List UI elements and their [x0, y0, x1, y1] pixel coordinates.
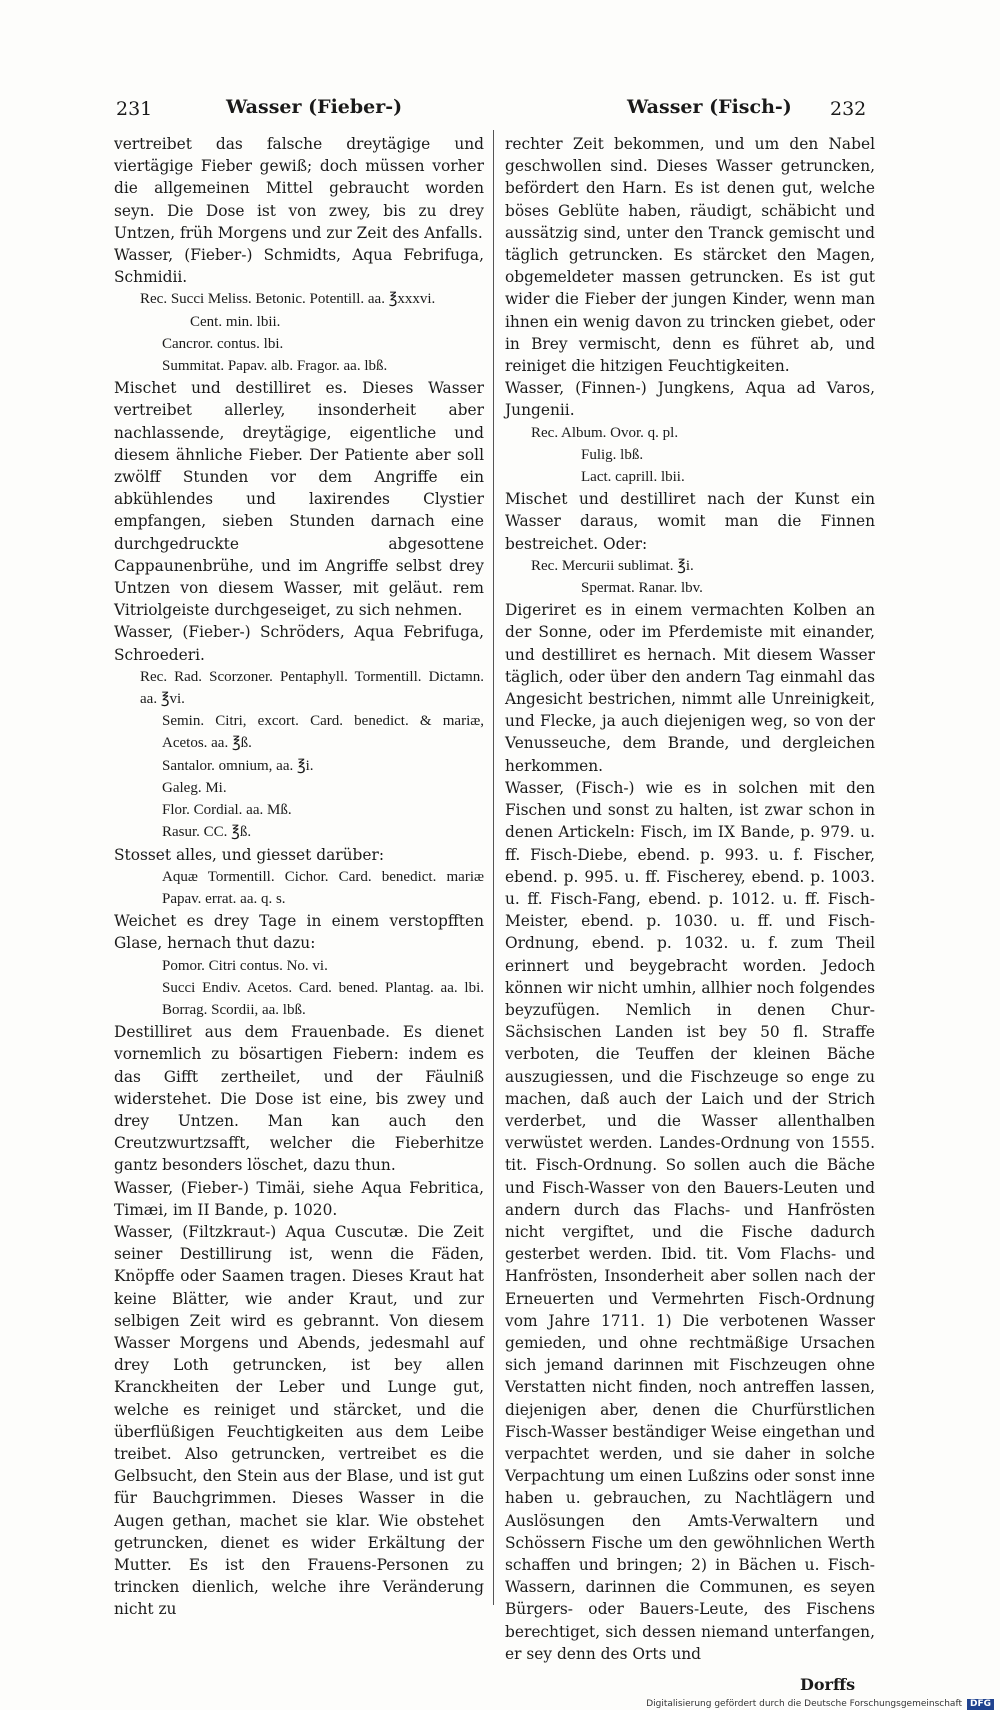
running-head-left: Wasser (Fieber-): [226, 96, 403, 118]
funding-credit: Digitalisierung gefördert durch die Deutsche Forschungsgemeinschaft: [646, 1699, 962, 1709]
digitization-footer: [0, 1699, 1000, 1710]
recipe-line: Spermat. Ranar. lbv.: [581, 580, 703, 597]
paragraph: rechter Zeit bekommen, und um den Nabel geschwollen sind. Dieses Wasser getruncken, befördert den Harn. Es ist denen gut, welche böses Geblüte haben, räudigt, schäbicht und aussätzig sind, unter den Tranck gemischt und täglich getruncken. Es stärcket den Magen, obgemeldeter massen getruncken. Es ist gut wider die Fieber der jungen Kinder, wenn man ihnen ein wenig davon zu trincken giebet, oder in Brey vermischt, denn es führet ab, und reiniget die hitzigen Feuchtigkeiten.: [505, 135, 875, 376]
recipe-line: Flor. Cordial. aa. Mß.: [162, 802, 292, 819]
right-text-column: [505, 133, 875, 1665]
recipe-line: Galeg. Mi.: [162, 779, 227, 796]
recipe-line: Santalor. omnium, aa. ℥i.: [162, 757, 314, 774]
paragraph: Wasser, (Fieber-) Schröders, Aqua Febrifuga, Schroederi.: [114, 623, 484, 664]
paragraph: Wasser, (Filtzkraut-) Aqua Cuscutæ. Die Zeit seiner Destillirung ist, wenn die Fäden, Knöpffe oder Saamen tragen. Dieses Kraut hat keine Blätter, wie ander Kraut, und zur selbigen Zeit wird es gebrannt. Von diesem Wasser Morgens und Abends, jedesmahl auf drey Loth getruncken, ist bey allen Kranckheiten der Leber und Lunge gut, welche es reiniget und stärcket, und die überflüßigen Feuchtigkeiten aus dem Leibe treibet. Also getruncken, vertreibet es die Gelbsucht, den Stein aus der Blase, und ist gut für Bauchgrimmen. Dieses Wasser in die Augen gethan, machet sie klar. Wie obstehet getruncken, dienet es wider Erkältung der Mutter. Es ist den Frauens-Personen zu trincken dienlich, welche ihre Veränderung nicht zu: [114, 1222, 484, 1619]
catchword: Dorffs: [800, 1675, 856, 1694]
paragraph: Wasser, (Fieber-) Schmidts, Aqua Febrifuga, Schmidii.: [114, 246, 484, 287]
recipe-line: Rec. Album. Ovor. q. pl.: [531, 424, 679, 441]
page-number-right: 232: [830, 98, 867, 120]
paragraph: Wasser, (Fieber-) Timäi, siehe Aqua Febritica, Timæi, im II Bande, p. 1020.: [114, 1178, 484, 1219]
running-header: [0, 96, 1000, 126]
paragraph: vertreibet das falsche dreytägige und viertägige Fieber gewiß; doch müssen vorher die allgemeinen Mittel gebraucht worden seyn. Die Dose ist von zwey, bis zu drey Untzen, früh Morgens und zur Zeit des Anfalls.: [114, 135, 484, 242]
recipe-line: Pomor. Citri contus. No. vi.: [162, 957, 328, 974]
recipe-line: Cent. min. lbii.: [190, 313, 281, 330]
recipe-line: Succi Endiv. Acetos. Card. bened. Plantag. aa. lbi. Borrag. Scordii, aa. lbß.: [162, 979, 484, 1018]
paragraph: Destilliret aus dem Frauenbade. Es dienet vornemlich zu bösartigen Fiebern: indem es das Gifft zertheilet, und der Fäulniß widerstehet. Die Dose ist eine, bis zwey und drey Untzen. Man kan auch den Creutzwurtzsafft, welcher die Fieberhitze gantz besonders löschet, dazu thun.: [114, 1023, 484, 1175]
paragraph: Weichet es drey Tage in einem verstopfften Glase, hernach thut dazu:: [114, 912, 484, 953]
dfg-logo: DFG: [967, 1699, 994, 1710]
paragraph: Wasser, (Finnen-) Jungkens, Aqua ad Varos, Jungenii.: [505, 379, 875, 420]
paragraph: Mischet und destilliret es. Dieses Wasser vertreibet allerley, insonderheit aber nachlassende, dreytägige, eigentliche und diesem ähnliche Fieber. Der Patiente aber soll zwölff Stunden vor dem Angriffe ein abkühlendes und laxirendes Clystier empfangen, sieben Stunden darnach eine durchgedruckte abgesottene Cappaunenbrühe, und im Angriffe selbst drey Untzen von diesem Wasser, mit geläut. rem Vitriolgeiste durchgeseiget, zu sich nehmen.: [114, 379, 484, 620]
recipe-line: Rec. Rad. Scorzoner. Pentaphyll. Tormentill. Dictamn. aa. ℥vi.: [140, 668, 484, 708]
recipe-line: Rec. Succi Meliss. Betonic. Potentill. aa. ℥xxxvi.: [140, 291, 436, 308]
paragraph: Wasser, (Fisch-) wie es in solchen mit den Fischen und sonst zu halten, ist zwar schon in denen Artickeln: Fisch, im IX Bande, p. 979. u. ff. Fisch-Diebe, ebend. p. 993. u. f. Fischer, ebend. p. 995. u. ff. Fischerey, ebend. p. 1003. u. ff. Fisch-Fang, ebend. p. 1012. u. ff. Fisch-Meister, ebend. p. 1030. u. ff. und Fisch-Ordnung, ebend. p. 1032. u. f. zum Theil erinnert und beygebracht worden. Jedoch können wir nicht umhin, allhier noch folgendes beyzufügen. Nemlich in denen Chur-Sächsischen Landen ist bey 50 fl. Straffe verboten, die Teuffen der kleinen Bäche auszugiessen, und die Fischzeuge so enge zu machen, daß auch der Laich und der Strich verderbet, und die Wasser allenthalben verwüstet werden. Landes-Ordnung von 1555. tit. Fisch-Ordnung. So sollen auch die Bäche und Fisch-Wasser von den Bauers-Leuten und andern durch das Flachs- und Hanfrösten nicht vergiftet, und die Fische dadurch gesterbet werden. Ibid. tit. Vom Flachs- und Hanfrösten, Insonderheit aber sollen nach der Erneuerten und Vermehrten Fisch-Ordnung vom Jahre 1711. 1) Die verbotenen Wasser gemieden, und ohne rechtmäßige Ursachen sich jemand darinnen mit Fischzeugen ohne Verstatten nicht finden, noch antreffen lassen, diejenigen aber, denen die Churfürstlichen Fisch-Wasser beständiger Weise eingethan und verpachtet werden, und sie daher in solche Verpachtung um einen Lußzins oder sonst inne haben u. gebrauchen, zu Nachtlägern und Auslösungen den Amts-Verwaltern und Schössern Fische um den gewöhnlichen Werth schaffen und bringen; 2) in Bächen u. Fisch-Wassern, darinnen die Communen, es seyen Bürgers- oder Bauers-Leute, des Fischens berechtiget, sich dessen niemand unterfangen, er sey denn des Orts und: [505, 778, 875, 1663]
paragraph: Digeriret es in einem vermachten Kolben an der Sonne, oder im Pferdemiste mit einander, und destilliret es hernach. Mit diesem Wasser täglich, oder über den andern Tag einmahl das Angesicht bestrichen, nimmt alle Unreinigkeit, und Flecke, ja auch diejenigen weg, so von der Venusseuche, dem Brande, und dergleichen herkommen.: [505, 601, 875, 775]
running-head-right: Wasser (Fisch-): [627, 96, 792, 118]
recipe-line: Aquæ Tormentill. Cichor. Card. benedict. mariæ Papav. errat. aa. q. s.: [162, 868, 484, 907]
recipe-line: Semin. Citri, excort. Card. benedict. & mariæ, Acetos. aa. ℥ß.: [162, 713, 484, 752]
paragraph: Mischet und destilliret nach der Kunst ein Wasser daraus, womit man die Finnen bestreichet. Oder:: [505, 490, 875, 553]
recipe-line: Rec. Mercurii sublimat. ℥i.: [531, 557, 694, 574]
recipe-line: Summitat. Papav. alb. Fragor. aa. lbß.: [162, 358, 388, 375]
paragraph: Stosset alles, und giesset darüber:: [114, 845, 385, 864]
recipe-line: Lact. caprill. lbii.: [581, 469, 685, 486]
recipe-line: Cancror. contus. lbi.: [162, 335, 284, 352]
page-number-left: 231: [116, 98, 153, 120]
recipe-line: Rasur. CC. ℥ß.: [162, 824, 252, 841]
recipe-line: Fulig. lbß.: [581, 446, 644, 463]
left-text-column: [114, 133, 484, 1621]
column-divider: [493, 130, 494, 1605]
